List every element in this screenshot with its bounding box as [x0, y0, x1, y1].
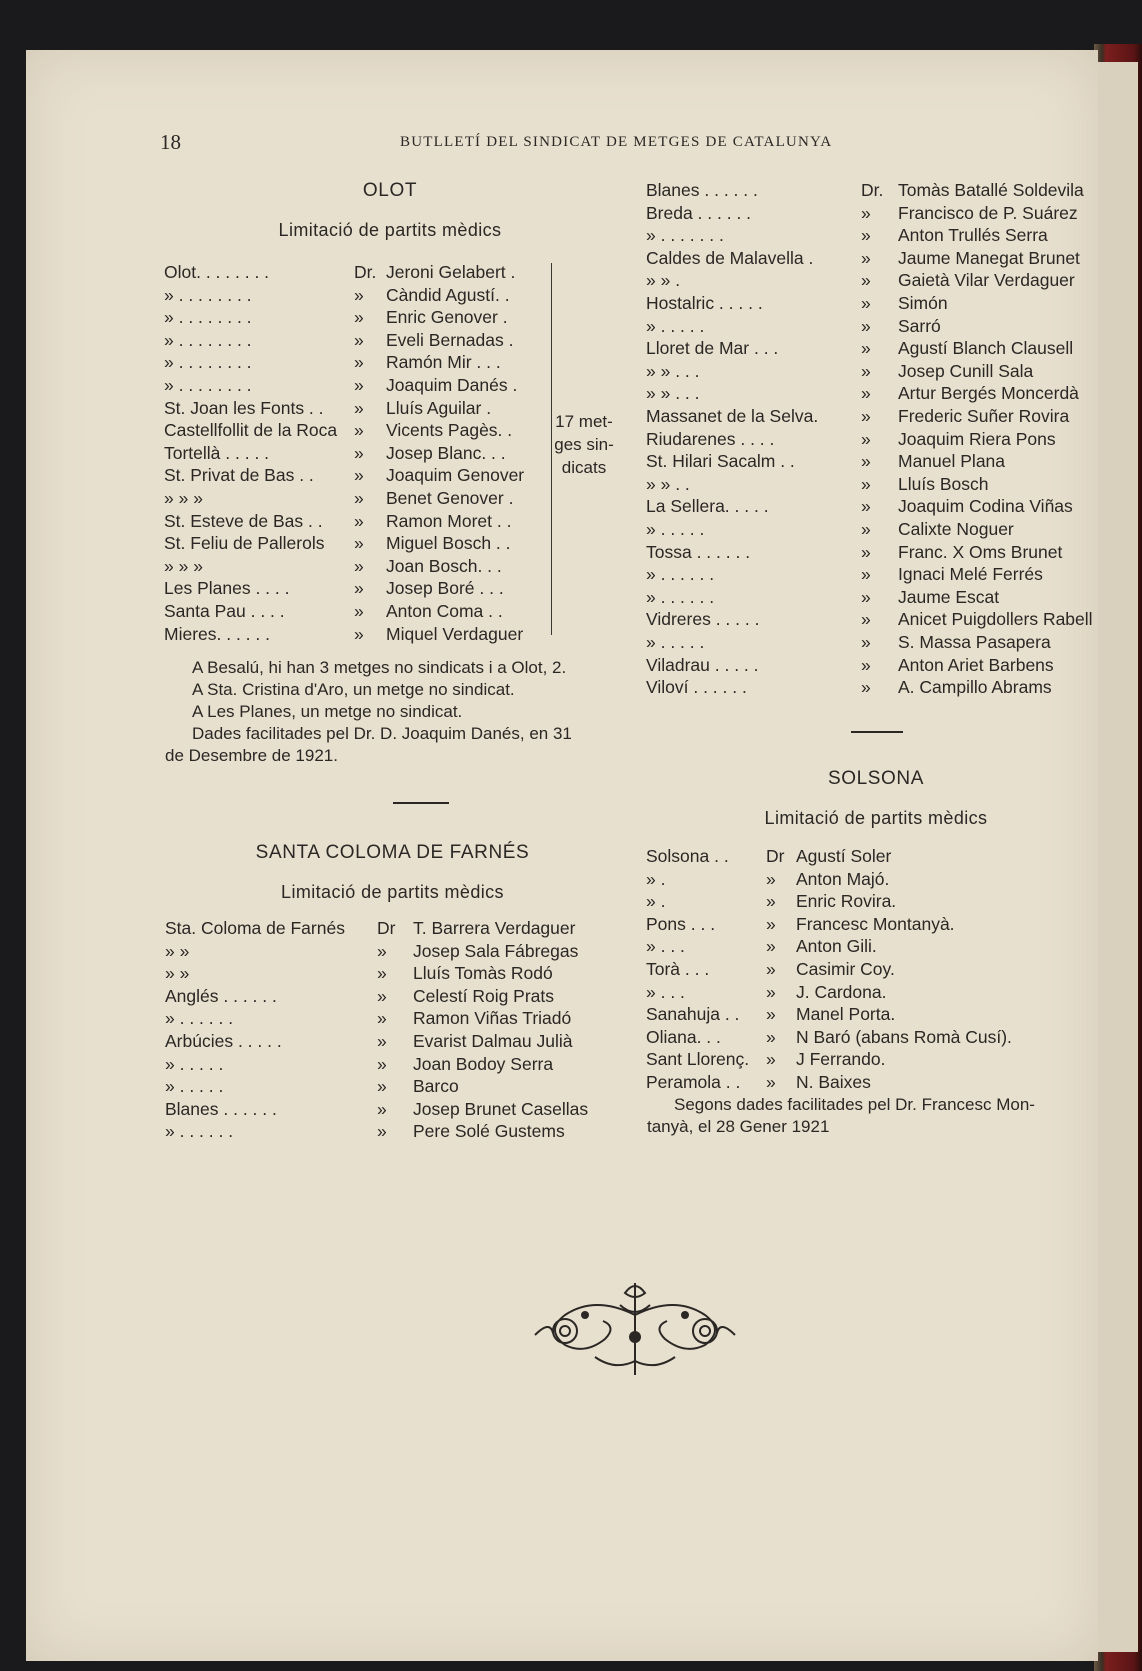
table-row: [165, 986, 605, 1008]
place-cell: Tortellà . . . . .: [164, 442, 270, 463]
prefix-cell: Dr: [766, 846, 785, 866]
doctor-cell: Miguel Bosch . .: [386, 533, 511, 554]
doctor-cell: T. Barrera Verdaguer: [413, 918, 576, 938]
prefix-cell: Dr: [377, 918, 396, 938]
place-cell: » . . . . . .: [165, 1008, 234, 1029]
doctor-cell: Joaquim Codina Viñas: [898, 496, 1073, 517]
table-row: [164, 578, 544, 600]
prefix-cell: »: [861, 338, 871, 359]
place-cell: Blanes . . . . . .: [646, 180, 758, 200]
doctor-cell: Evarist Dalmau Julià: [413, 1031, 573, 1051]
place-cell: Mieres. . . . . .: [164, 623, 270, 644]
doctor-cell: Vicents Pagès. .: [386, 420, 513, 441]
prefix-cell: »: [861, 473, 871, 494]
place-cell: » »: [165, 940, 190, 961]
table-row: [646, 316, 1086, 338]
place-cell: » . . . . . . . .: [164, 352, 252, 373]
olot-note: A Sta. Cristina d'Aro, un metge no sindicat.: [192, 680, 515, 699]
table-row: [646, 959, 1086, 981]
table-row: [646, 225, 1086, 247]
prefix-cell: »: [861, 360, 871, 381]
prefix-cell: »: [861, 451, 871, 472]
table-row: [646, 203, 1086, 225]
table-row: [164, 556, 544, 578]
doctor-cell: Manel Porta.: [796, 1004, 896, 1025]
place-cell: » . . . . . . . .: [164, 375, 252, 395]
prefix-cell: »: [766, 1072, 776, 1092]
place-cell: St. Esteve de Bas . .: [164, 510, 323, 531]
place-cell: » » . . .: [646, 360, 700, 381]
place-cell: » .: [646, 868, 666, 889]
place-cell: » » »: [164, 555, 203, 576]
doctor-cell: A. Campillo Abrams: [898, 677, 1052, 698]
prefix-cell: »: [861, 586, 871, 607]
place-cell: Olot. . . . . . . .: [164, 262, 270, 282]
solsona-subtitle: Limitació de partits mèdics: [764, 808, 988, 828]
table-row: [646, 982, 1086, 1004]
table-row: [164, 420, 544, 442]
place-cell: » . . . . . .: [646, 564, 715, 585]
place-cell: » . . . . .: [646, 519, 705, 539]
section-divider: [851, 731, 903, 733]
place-cell: Blanes . . . . . .: [165, 1098, 277, 1119]
prefix-cell: »: [861, 383, 871, 404]
place-cell: Oliana. . .: [646, 1026, 721, 1047]
place-cell: Anglés . . . . . .: [165, 985, 277, 1006]
table-row: [646, 519, 1086, 541]
table-row: [646, 1072, 1086, 1094]
prefix-cell: »: [354, 420, 364, 441]
olot-subtitle: Limitació de partits mèdics: [278, 220, 502, 240]
prefix-cell: »: [766, 1049, 776, 1070]
prefix-cell: »: [354, 555, 364, 576]
place-cell: » . . .: [646, 981, 685, 1002]
doctor-cell: Frederic Suñer Rovira: [898, 406, 1070, 426]
place-cell: » »: [165, 963, 190, 984]
table-row: [646, 1049, 1086, 1071]
doctor-cell: Simón: [898, 293, 948, 313]
solsona-note: tanyà, el 28 Gener 1921: [647, 1117, 830, 1136]
place-cell: Massanet de la Selva.: [646, 406, 819, 426]
doctor-cell: J Ferrando.: [796, 1049, 886, 1070]
table-row: [164, 465, 544, 487]
table-row: [164, 601, 544, 623]
table-row: [646, 451, 1086, 473]
doctor-cell: Casimir Coy.: [796, 959, 895, 979]
doctor-cell: Agustí Blanch Clausell: [898, 338, 1074, 359]
doctor-cell: Anton Coma . .: [386, 601, 503, 621]
prefix-cell: »: [377, 1121, 387, 1142]
place-cell: Arbúcies . . . . .: [165, 1031, 282, 1051]
table-row: [646, 383, 1086, 405]
place-cell: » . . . . . . . .: [164, 329, 252, 350]
prefix-cell: »: [354, 623, 364, 644]
doctor-cell: Jeroni Gelabert .: [386, 262, 516, 282]
prefix-cell: »: [354, 465, 364, 486]
table-row: [164, 330, 544, 352]
prefix-cell: »: [354, 578, 364, 599]
prefix-cell: »: [766, 981, 776, 1002]
santa-coloma-title: SANTA COLOMA DE FARNÉS: [255, 842, 530, 863]
table-row: [164, 398, 544, 420]
table-row: [646, 564, 1086, 586]
santa-coloma-subtitle: Limitació de partits mèdics: [281, 882, 504, 902]
table-row: [165, 1121, 605, 1143]
doctor-cell: Lluís Bosch: [898, 473, 989, 494]
table-row: [164, 443, 544, 465]
place-cell: Tossa . . . . . .: [646, 541, 751, 562]
place-cell: Sta. Coloma de Farnés: [165, 918, 345, 938]
olot-note: A Les Planes, un metge no sindicat.: [192, 702, 463, 721]
table-row: [164, 352, 544, 374]
place-cell: Caldes de Malavella .: [646, 247, 814, 268]
table-row: [164, 307, 544, 329]
place-cell: St. Hilari Sacalm . .: [646, 451, 795, 472]
olot-note: A Besalú, hi han 3 metges no sindicats i a Olot, 2.: [192, 658, 567, 677]
table-row: [646, 914, 1086, 936]
table-row: [646, 1004, 1086, 1026]
place-cell: St. Privat de Bas . .: [164, 465, 314, 486]
prefix-cell: »: [861, 632, 871, 652]
prefix-cell: »: [766, 936, 776, 957]
place-cell: St. Feliu de Pallerols: [164, 533, 325, 554]
doctor-cell: Calixte Noguer: [898, 519, 1014, 539]
table-row: [646, 891, 1086, 913]
prefix-cell: »: [861, 225, 871, 246]
doctor-cell: Ramon Viñas Triadó: [413, 1008, 572, 1029]
place-cell: La Sellera. . . . .: [646, 496, 769, 517]
prefix-cell: »: [354, 442, 364, 463]
prefix-cell: »: [861, 519, 871, 539]
doctor-cell: Anton Trullés Serra: [898, 225, 1048, 246]
journal-title: BUTLLETÍ DEL SINDICAT DE METGES DE CATALUNYA: [400, 134, 833, 150]
place-cell: » . . . . . . .: [646, 225, 724, 246]
prefix-cell: »: [861, 654, 871, 675]
doctor-cell: Anton Gili.: [796, 936, 877, 957]
place-cell: » . . . . . . . .: [164, 307, 252, 328]
prefix-cell: »: [766, 868, 776, 889]
doctor-cell: J. Cardona.: [796, 981, 887, 1002]
prefix-cell: »: [766, 1004, 776, 1025]
doctor-cell: Artur Bergés Moncerdà: [898, 383, 1079, 404]
prefix-cell: »: [861, 247, 871, 268]
table-row: [646, 180, 1086, 202]
table-row: [164, 262, 544, 284]
place-cell: » . . . . . . . .: [164, 284, 252, 305]
prefix-cell: »: [377, 1076, 387, 1097]
place-cell: Vidreres . . . . .: [646, 609, 760, 630]
doctor-cell: Joan Bodoy Serra: [413, 1053, 554, 1074]
table-row: [646, 587, 1086, 609]
doctor-cell: Lluís Aguilar .: [386, 397, 492, 418]
table-row: [164, 511, 544, 533]
doctor-cell: N Baró (abans Romà Cusí).: [796, 1026, 1012, 1047]
place-cell: » . . . . .: [646, 315, 705, 336]
prefix-cell: »: [354, 352, 364, 373]
table-row: [646, 248, 1086, 270]
prefix-cell: »: [861, 315, 871, 336]
place-cell: Sanahuja . .: [646, 1004, 740, 1025]
prefix-cell: »: [354, 307, 364, 328]
doctor-cell: Josep Brunet Casellas: [413, 1098, 589, 1119]
place-cell: Castellfollit de la Roca: [164, 420, 338, 441]
prefix-cell: »: [377, 963, 387, 984]
page-number: 18: [160, 130, 181, 154]
doctor-cell: Benet Genover .: [386, 488, 514, 508]
prefix-cell: »: [861, 270, 871, 291]
place-cell: » . . . . .: [165, 1053, 224, 1074]
place-cell: Torà . . .: [646, 959, 710, 979]
table-row: [165, 1076, 605, 1098]
table-row: [165, 1054, 605, 1076]
olot-note: Dades facilitades pel Dr. D. Joaquim Danés, en 31: [192, 724, 572, 743]
table-row: [164, 624, 544, 646]
place-cell: Viladrau . . . . .: [646, 654, 759, 675]
table-row: [646, 609, 1093, 631]
table-row: [164, 375, 544, 397]
prefix-cell: »: [377, 1053, 387, 1074]
table-row: [646, 1027, 1086, 1049]
table-row: [165, 1031, 605, 1053]
doctor-cell: Enric Rovira.: [796, 891, 897, 912]
place-cell: » . . . . . .: [646, 586, 715, 607]
table-row: [646, 429, 1086, 451]
table-row: [646, 936, 1086, 958]
prefix-cell: »: [861, 677, 871, 698]
table-row: [165, 941, 605, 963]
prefix-cell: »: [861, 406, 871, 426]
doctor-cell: Gaietà Vilar Verdaguer: [898, 270, 1075, 291]
doctor-cell: Manuel Plana: [898, 451, 1006, 472]
table-row: [646, 496, 1086, 518]
table-row: [646, 406, 1086, 428]
place-cell: » . . . . .: [165, 1076, 224, 1097]
prefix-cell: »: [861, 202, 871, 223]
olot-brace-note: [548, 410, 620, 479]
prefix-cell: »: [354, 329, 364, 350]
doctor-cell: Francesc Montanyà.: [796, 913, 955, 934]
prefix-cell: »: [766, 913, 776, 934]
doctor-cell: Joaquim Genover: [386, 465, 525, 486]
doctor-cell: Josep Blanc. . .: [386, 442, 506, 463]
prefix-cell: »: [354, 533, 364, 554]
doctor-cell: Lluís Tomàs Rodó: [413, 963, 553, 984]
doctor-cell: Ignaci Melé Ferrés: [898, 564, 1043, 585]
prefix-cell: »: [354, 601, 364, 621]
olot-title: OLOT: [362, 180, 418, 201]
doctor-cell: Anicet Puigdollers Rabell: [898, 609, 1093, 630]
prefix-cell: »: [377, 1098, 387, 1119]
place-cell: Solsona . .: [646, 846, 729, 866]
table-row: [646, 632, 1086, 654]
doctor-cell: Josep Boré . . .: [386, 578, 504, 599]
prefix-cell: »: [354, 488, 364, 508]
place-cell: » » .: [646, 270, 681, 291]
doctor-cell: Càndid Agustí. .: [386, 284, 510, 305]
doctor-cell: Francisco de P. Suárez: [898, 202, 1078, 223]
table-row: [646, 677, 1086, 699]
table-row: [646, 542, 1086, 564]
doctor-cell: Jaume Manegat Brunet: [898, 247, 1080, 268]
place-cell: Viloví . . . . . .: [646, 677, 747, 698]
doctor-cell: Miquel Verdaguer: [386, 623, 524, 644]
doctor-cell: Anton Majó.: [796, 868, 890, 889]
table-row: [165, 918, 605, 940]
doctor-cell: Josep Sala Fábregas: [413, 940, 579, 961]
doctor-cell: Enric Genover .: [386, 307, 508, 328]
table-row: [165, 1099, 605, 1121]
place-cell: Pons . . .: [646, 913, 716, 934]
brace-note-line: ges sin-: [554, 435, 614, 454]
fleuron-ornament: [525, 1275, 745, 1385]
prefix-cell: »: [766, 1026, 776, 1047]
prefix-cell: »: [354, 375, 364, 395]
doctor-cell: Celestí Roig Prats: [413, 985, 555, 1006]
doctor-cell: Ramon Moret . .: [386, 510, 512, 531]
prefix-cell: »: [861, 293, 871, 313]
doctor-cell: Josep Cunill Sala: [898, 360, 1034, 381]
doctor-cell: S. Massa Pasapera: [898, 632, 1051, 652]
table-row: [164, 533, 544, 555]
prefix-cell: »: [354, 397, 364, 418]
prefix-cell: »: [861, 428, 871, 449]
prefix-cell: »: [766, 959, 776, 979]
brace-note-line: 17 met-: [555, 412, 613, 431]
solsona-title: SOLSONA: [827, 768, 925, 789]
prefix-cell: »: [354, 510, 364, 531]
prefix-cell: »: [377, 1008, 387, 1029]
doctor-cell: Sarró: [898, 315, 941, 336]
place-cell: Riudarenes . . . .: [646, 428, 775, 449]
place-cell: Santa Pau . . . .: [164, 601, 285, 621]
next-page-edge: [1098, 62, 1138, 1652]
page-header: [160, 130, 890, 156]
place-cell: » . . . . . .: [165, 1121, 234, 1142]
place-cell: Breda . . . . . .: [646, 202, 752, 223]
table-row: [646, 846, 1086, 868]
doctor-cell: Ramón Mir . . .: [386, 352, 501, 373]
table-row: [646, 361, 1086, 383]
doctor-cell: Barco: [413, 1076, 459, 1097]
doctor-cell: Eveli Bernadas .: [386, 329, 514, 350]
place-cell: St. Joan les Fonts . .: [164, 397, 324, 418]
prefix-cell: »: [861, 609, 871, 630]
table-row: [164, 285, 544, 307]
prefix-cell: »: [377, 940, 387, 961]
brace-note-line: dicats: [561, 458, 607, 477]
prefix-cell: »: [377, 1031, 387, 1051]
prefix-cell: »: [861, 541, 871, 562]
table-row: [165, 963, 605, 985]
prefix-cell: Dr.: [354, 262, 377, 282]
doctor-cell: Jaume Escat: [898, 586, 1000, 607]
doctor-cell: Joaquim Riera Pons: [898, 428, 1056, 449]
place-cell: » » »: [164, 488, 203, 508]
place-cell: » » . . .: [646, 383, 700, 404]
prefix-cell: »: [766, 891, 776, 912]
prefix-cell: »: [861, 564, 871, 585]
doctor-cell: Anton Ariet Barbens: [898, 654, 1054, 675]
place-cell: » .: [646, 891, 666, 912]
doctor-cell: Joan Bosch. . .: [386, 555, 502, 576]
section-divider: [393, 802, 449, 804]
place-cell: Les Planes . . . .: [164, 578, 290, 599]
place-cell: Sant Llorenç.: [646, 1049, 750, 1070]
table-row: [165, 1008, 605, 1030]
prefix-cell: »: [377, 985, 387, 1006]
table-row: [164, 488, 544, 510]
table-row: [646, 655, 1086, 677]
prefix-cell: »: [354, 284, 364, 305]
place-cell: » » . .: [646, 473, 690, 494]
table-row: [646, 293, 1086, 315]
doctor-cell: N. Baixes: [796, 1072, 871, 1092]
olot-note: de Desembre de 1921.: [165, 746, 338, 765]
place-cell: » . . . . .: [646, 632, 705, 652]
table-row: [646, 270, 1086, 292]
place-cell: Hostalric . . . . .: [646, 293, 763, 313]
table-row: [646, 474, 1086, 496]
table-row: [646, 869, 1086, 891]
doctor-cell: Franc. X Oms Brunet: [898, 541, 1063, 562]
table-row: [646, 338, 1086, 360]
place-cell: Lloret de Mar . . .: [646, 338, 779, 359]
doctor-cell: Pere Solé Gustems: [413, 1121, 565, 1142]
doctor-cell: Tomàs Batallé Soldevila: [898, 180, 1084, 200]
place-cell: Peramola . .: [646, 1072, 741, 1092]
doctor-cell: Agustí Soler: [796, 846, 892, 866]
prefix-cell: »: [861, 496, 871, 517]
prefix-cell: Dr.: [861, 180, 884, 200]
solsona-note: Segons dades facilitades pel Dr. Francesc Mon-: [674, 1095, 1035, 1114]
place-cell: » . . .: [646, 936, 685, 957]
doctor-cell: Joaquim Danés .: [386, 375, 518, 395]
